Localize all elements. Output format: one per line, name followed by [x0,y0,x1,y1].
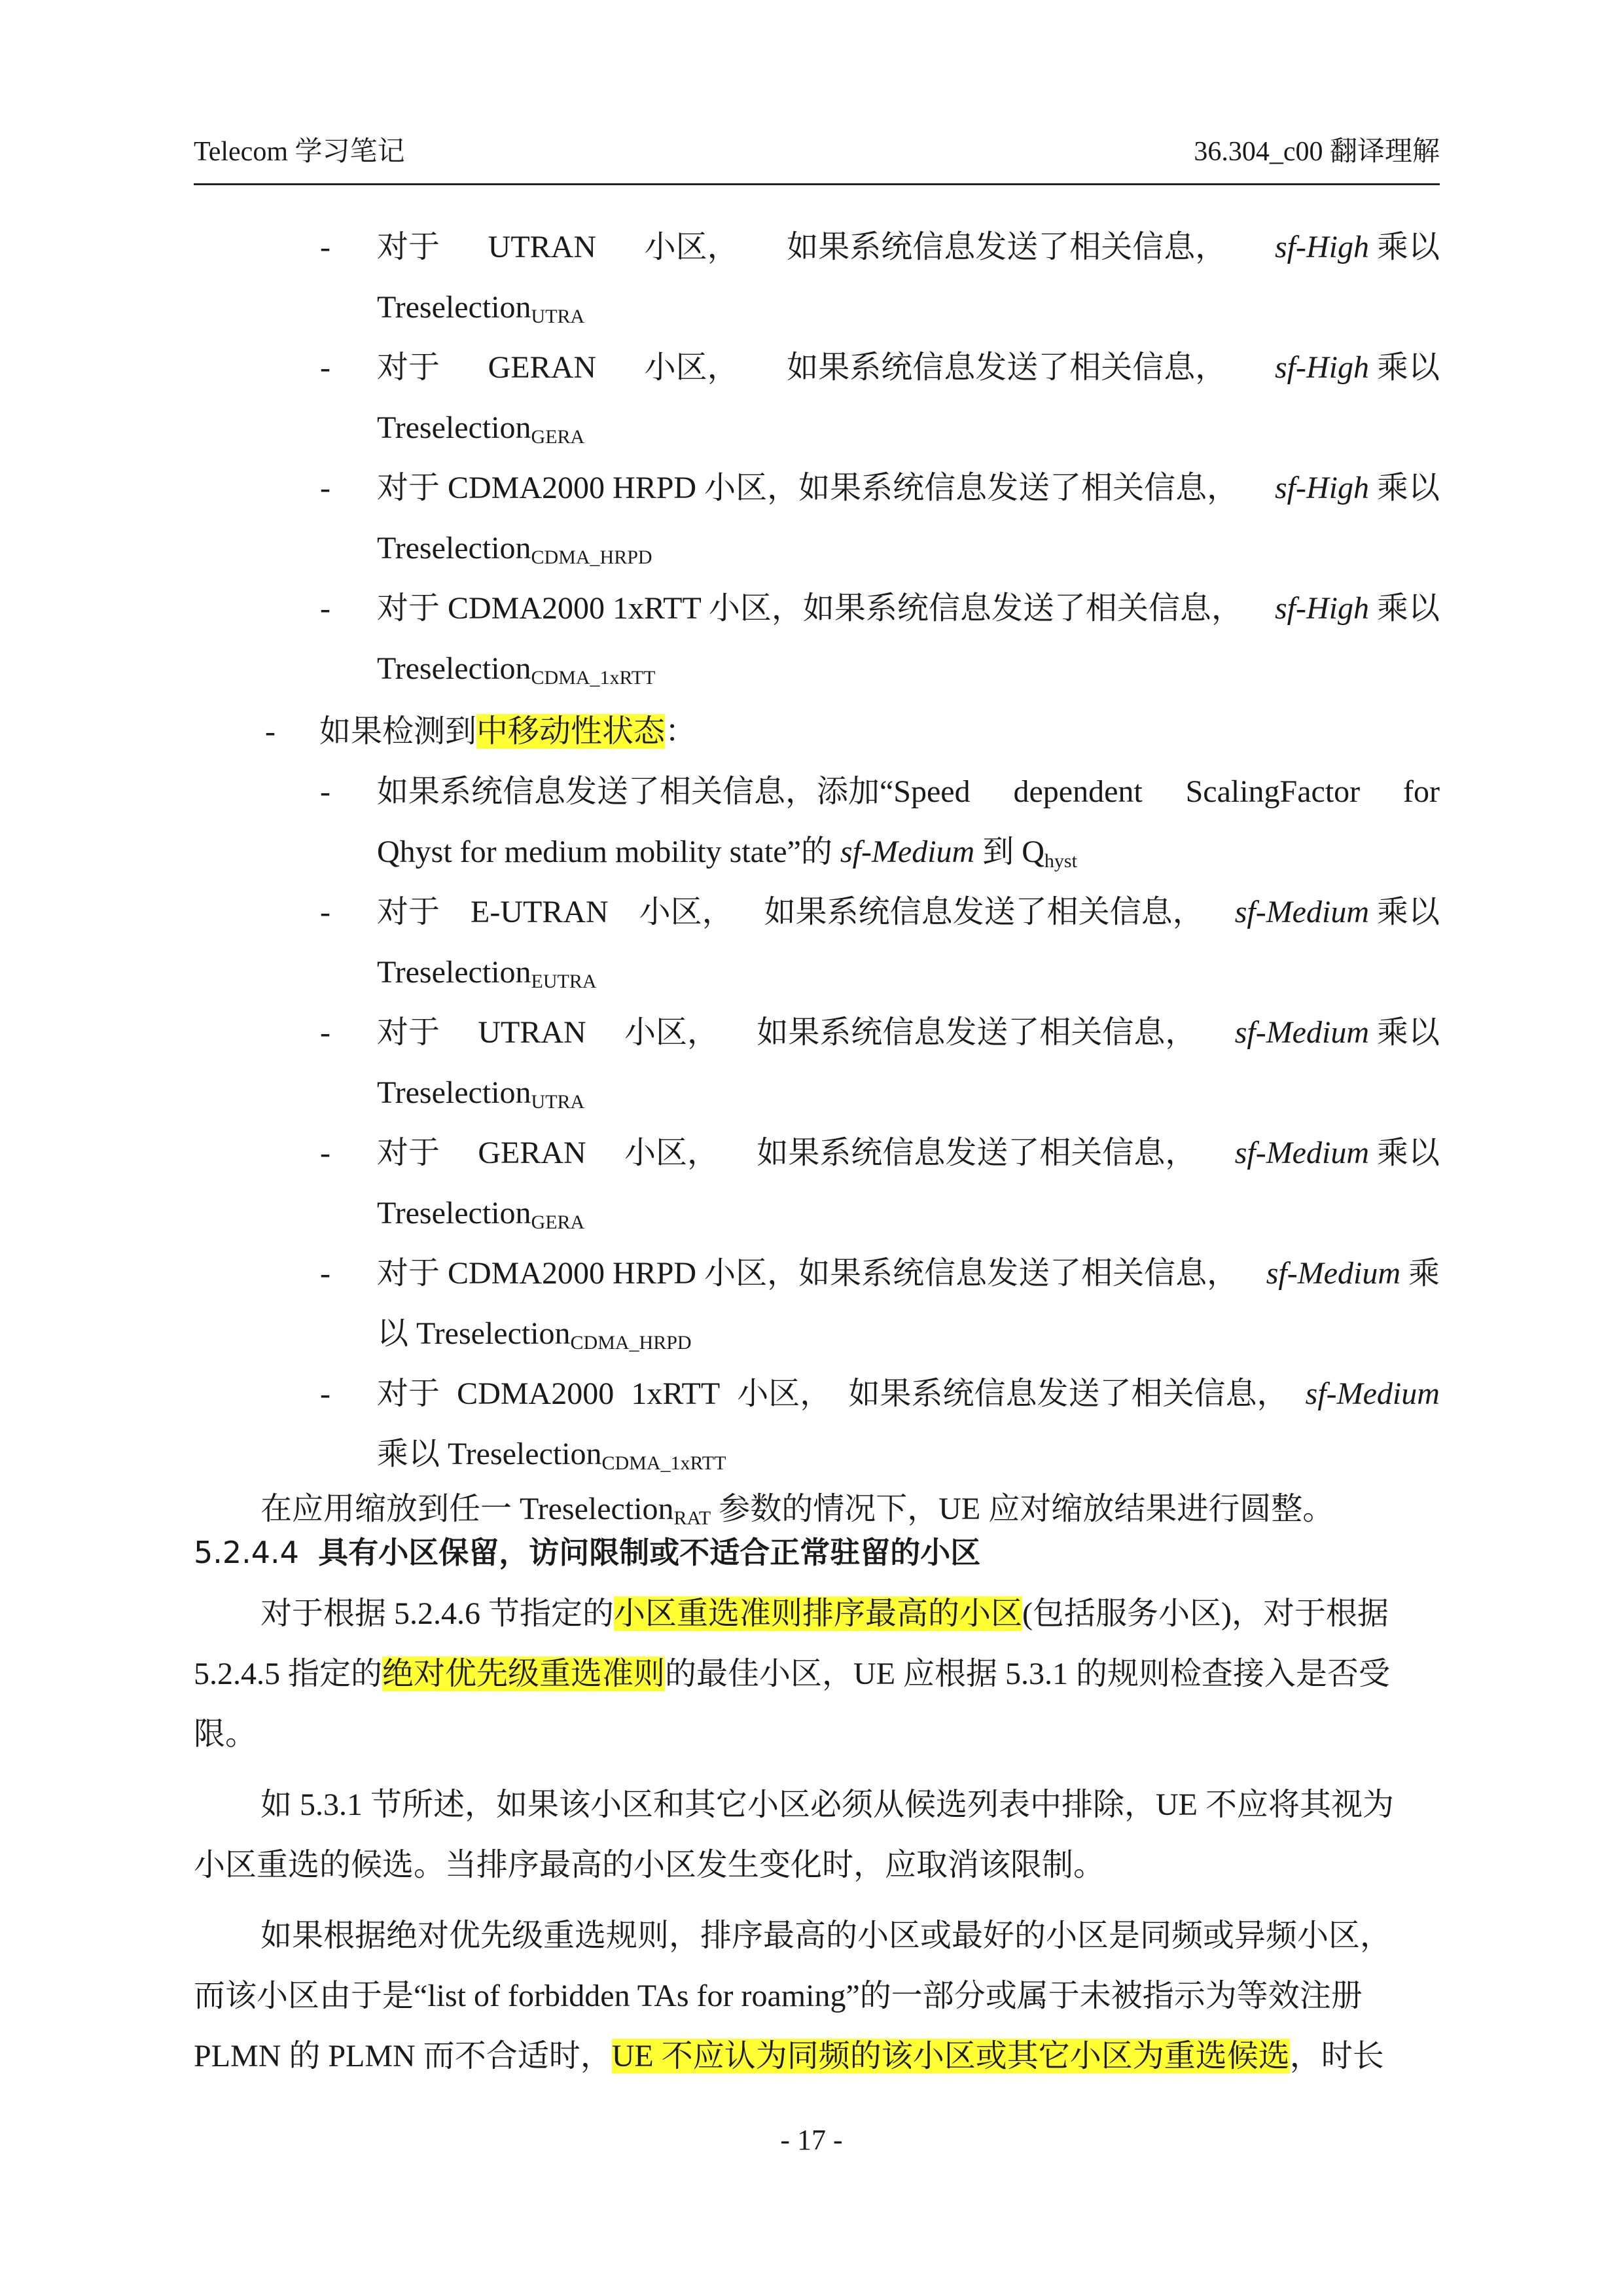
list-item-line-1 [377,458,1440,518]
param-name: sf-Medium [1305,1376,1440,1411]
qhyst-line-2: Qhyst for medium mobility state”的 sf-Medium 到 $Q_{hyst}$ [377,834,1077,872]
list-item-line-1 [377,1123,1440,1183]
rounding-note: 在应用缩放到任一 Treselection$_{RAT}$ 参数的情况下，UE 应对缩放结果进行圆整。 [260,1492,1334,1529]
text-token: UTRAN [488,230,596,264]
bullet-dash: - [320,1136,330,1170]
paragraph-3-line-2: 而该小区由于是“list of forbidden TAs for roaming”的一部分或属于未被指示为等效注册 [194,1979,1363,2013]
text-token: 对于 CDMA2000 HRPD 小区，如果系统信息发送了相关信息， [377,1256,1239,1291]
text-token: 小区， [737,1376,832,1411]
param-group [1235,1123,1440,1183]
timer-name: Treselection [377,290,531,325]
text-token: 乘以 [1376,895,1440,929]
header-title: Telecom 学习笔记 [194,137,405,167]
text-token: 如果系统信息发送了相关信息， [757,1136,1197,1170]
bullet-dash: - [320,591,330,626]
timer-name: Treselection [377,1196,531,1230]
text-token: UTRAN [478,1015,586,1050]
text-token: GERAN [488,350,596,385]
list-item-line-2 [377,942,597,1003]
paragraph-3-line-1: 如果根据绝对优先级重选规则，排序最高的小区或最好的小区是同频或异频小区， [260,1918,1392,1953]
timer-subscript: EUTRA [531,971,597,992]
list-item-line-1 [377,882,1440,942]
paragraph-3-line-3: PLMN 的 PLMN 而不合适时，UE 不应认为同频的该小区或其它小区为重选候选，时长 [194,2039,1384,2073]
medium-mobility-intro: 如果检测到中移动性状态： [319,714,697,749]
timer-subscript: CDMA_1xRTT [531,667,656,689]
timer-subscript: CDMA_HRPD [570,1332,692,1354]
list-item-line-1 [377,217,1440,278]
text-token: 小区， [624,1015,719,1050]
section-title: 具有小区保留，访问限制或不适合正常驻留的小区 [318,1535,981,1570]
list-item-line-2 [377,1304,692,1364]
param-name: sf-High [1274,471,1369,505]
param-group [1275,579,1440,639]
bullet-dash: - [320,350,330,385]
paragraph-2-line-1: 如 5.3.1 节所述，如果该小区和其它小区必须从候选列表中排除，UE 不应将其视为 [260,1787,1394,1822]
list-item-line-1 [377,338,1440,398]
text-token: 乘以 [1376,230,1440,264]
timer-name: Treselection [377,955,531,990]
param-name: sf-Medium [1266,1256,1400,1291]
bullet-dash: - [320,1015,330,1050]
qhyst-line-1: 如果系统信息发送了相关信息，添加“Speed dependent ScalingFactor for [377,774,1440,809]
paragraph-1-line-3: 限。 [194,1717,257,1751]
text-token: 以 [377,1316,417,1351]
list-item-line-2 [377,518,652,579]
param-name: sf-High [1274,350,1369,385]
page-header [194,126,1440,185]
text-token: 对于 CDMA2000 1xRTT 小区，如果系统信息发送了相关信息， [377,591,1243,626]
text-token: 如果系统信息发送了相关信息， [764,895,1204,929]
timer-name: Treselection [377,1075,531,1110]
bullet-dash: - [320,895,330,929]
param-group [1235,882,1440,942]
text-token: 如果系统信息发送了相关信息， [787,350,1227,385]
text-token: 对于 [377,1376,440,1411]
highlight: 中移动性状态 [476,714,666,749]
text-token: 小区， [639,895,734,929]
param-group [1275,338,1440,398]
bullet-dash: - [320,1256,330,1291]
text-token: 乘以 [1376,350,1440,385]
list-item-line-1 [377,1364,1440,1424]
list-item-line-2 [377,1063,584,1123]
list-item-line-1 [377,1244,1440,1304]
page-number: - 17 - [780,2124,843,2156]
timer-name: Treselection [377,651,531,686]
text-token: 对于 [377,1015,440,1050]
param-group [1275,458,1440,518]
paragraph-2-line-2: 小区重选的候选。当排序最高的小区发生变化时，应取消该限制。 [194,1848,1105,1882]
param-name: sf-Medium [1234,895,1369,929]
text-token: 乘以 [1376,1015,1440,1050]
param-name: sf-Medium [840,834,975,869]
list-item-line-2 [377,639,655,699]
paragraph-1-line-2: 5.2.4.5 指定的绝对优先级重选准则的最佳小区，UE 应根据 5.3.1 的规则检查接入是否受 [194,1657,1391,1691]
param-name: sf-Medium [1234,1136,1369,1170]
paragraph-1-line-1: 对于根据 5.2.4.6 节指定的小区重选准则排序最高的小区(包括服务小区)，对于根据 [260,1596,1389,1631]
text-token: 如果系统信息发送了相关信息， [787,230,1227,264]
bullet-dash: - [320,1376,330,1411]
param-group [1306,1364,1440,1424]
list-item-line-1 [377,1003,1440,1063]
bullet-dash: - [320,230,330,264]
list-item-line-2 [377,398,584,458]
bullet-dash: - [320,774,330,809]
highlight: 绝对优先级重选准则 [382,1657,666,1691]
text-token: 对于 [377,230,440,264]
timer-name: Treselection [416,1316,571,1351]
list-item-line-2 [377,1183,584,1244]
timer-name: Treselection [448,1437,602,1471]
list-item-line-2 [377,278,584,338]
text-token: 如果系统信息发送了相关信息， [848,1376,1289,1411]
text-token: E-UTRAN [471,895,609,929]
param-name: sf-High [1274,230,1369,264]
param-group [1235,1003,1440,1063]
text-token: 小区， [644,230,739,264]
highlight: 小区重选准则排序最高的小区 [614,1596,1023,1631]
param-name: sf-Medium [1234,1015,1369,1050]
list-item-line-2 [377,1424,726,1484]
highlight: UE 不应认为同频的该小区或其它小区为重选候选 [611,2039,1290,2073]
text-token: 对于 [377,895,440,929]
text-token: 对于 [377,1136,440,1170]
timer-subscript: GERA [531,1211,585,1233]
bullet-dash: - [320,471,330,505]
text-token: 乘 [1408,1256,1440,1291]
param-name: sf-High [1274,591,1369,626]
text-token: 对于 CDMA2000 HRPD 小区，如果系统信息发送了相关信息， [377,471,1239,505]
timer-subscript: UTRA [531,1091,585,1113]
param-group [1275,217,1440,278]
bullet-dash: - [265,714,276,749]
text-token: 对于 [377,350,440,385]
text-token: 1xRTT [631,1376,721,1411]
section-number: 5.2.4.4 [194,1535,299,1570]
text-token: 乘以 [1376,471,1440,505]
text-token: 乘以 [377,1437,448,1471]
text-token: 小区， [644,350,739,385]
timer-subscript: CDMA_1xRTT [601,1452,726,1474]
section-heading [194,1529,980,1576]
text-token: 乘以 [1376,591,1440,626]
timer-subscript: CDMA_HRPD [531,547,652,568]
text-token: GERAN [478,1136,586,1170]
text-token: 小区， [624,1136,719,1170]
text-token: 如果系统信息发送了相关信息， [757,1015,1197,1050]
text-token: CDMA2000 [457,1376,615,1411]
timer-subscript: UTRA [531,306,585,327]
param-group [1266,1244,1440,1304]
timer-subscript: GERA [531,426,585,448]
text-token: 乘以 [1376,1136,1440,1170]
timer-name: Treselection [377,410,531,445]
list-item-line-1 [377,579,1440,639]
header-doc-ref: 36.304_c00 翻译理解 [1194,137,1440,167]
timer-name: Treselection [377,531,531,565]
